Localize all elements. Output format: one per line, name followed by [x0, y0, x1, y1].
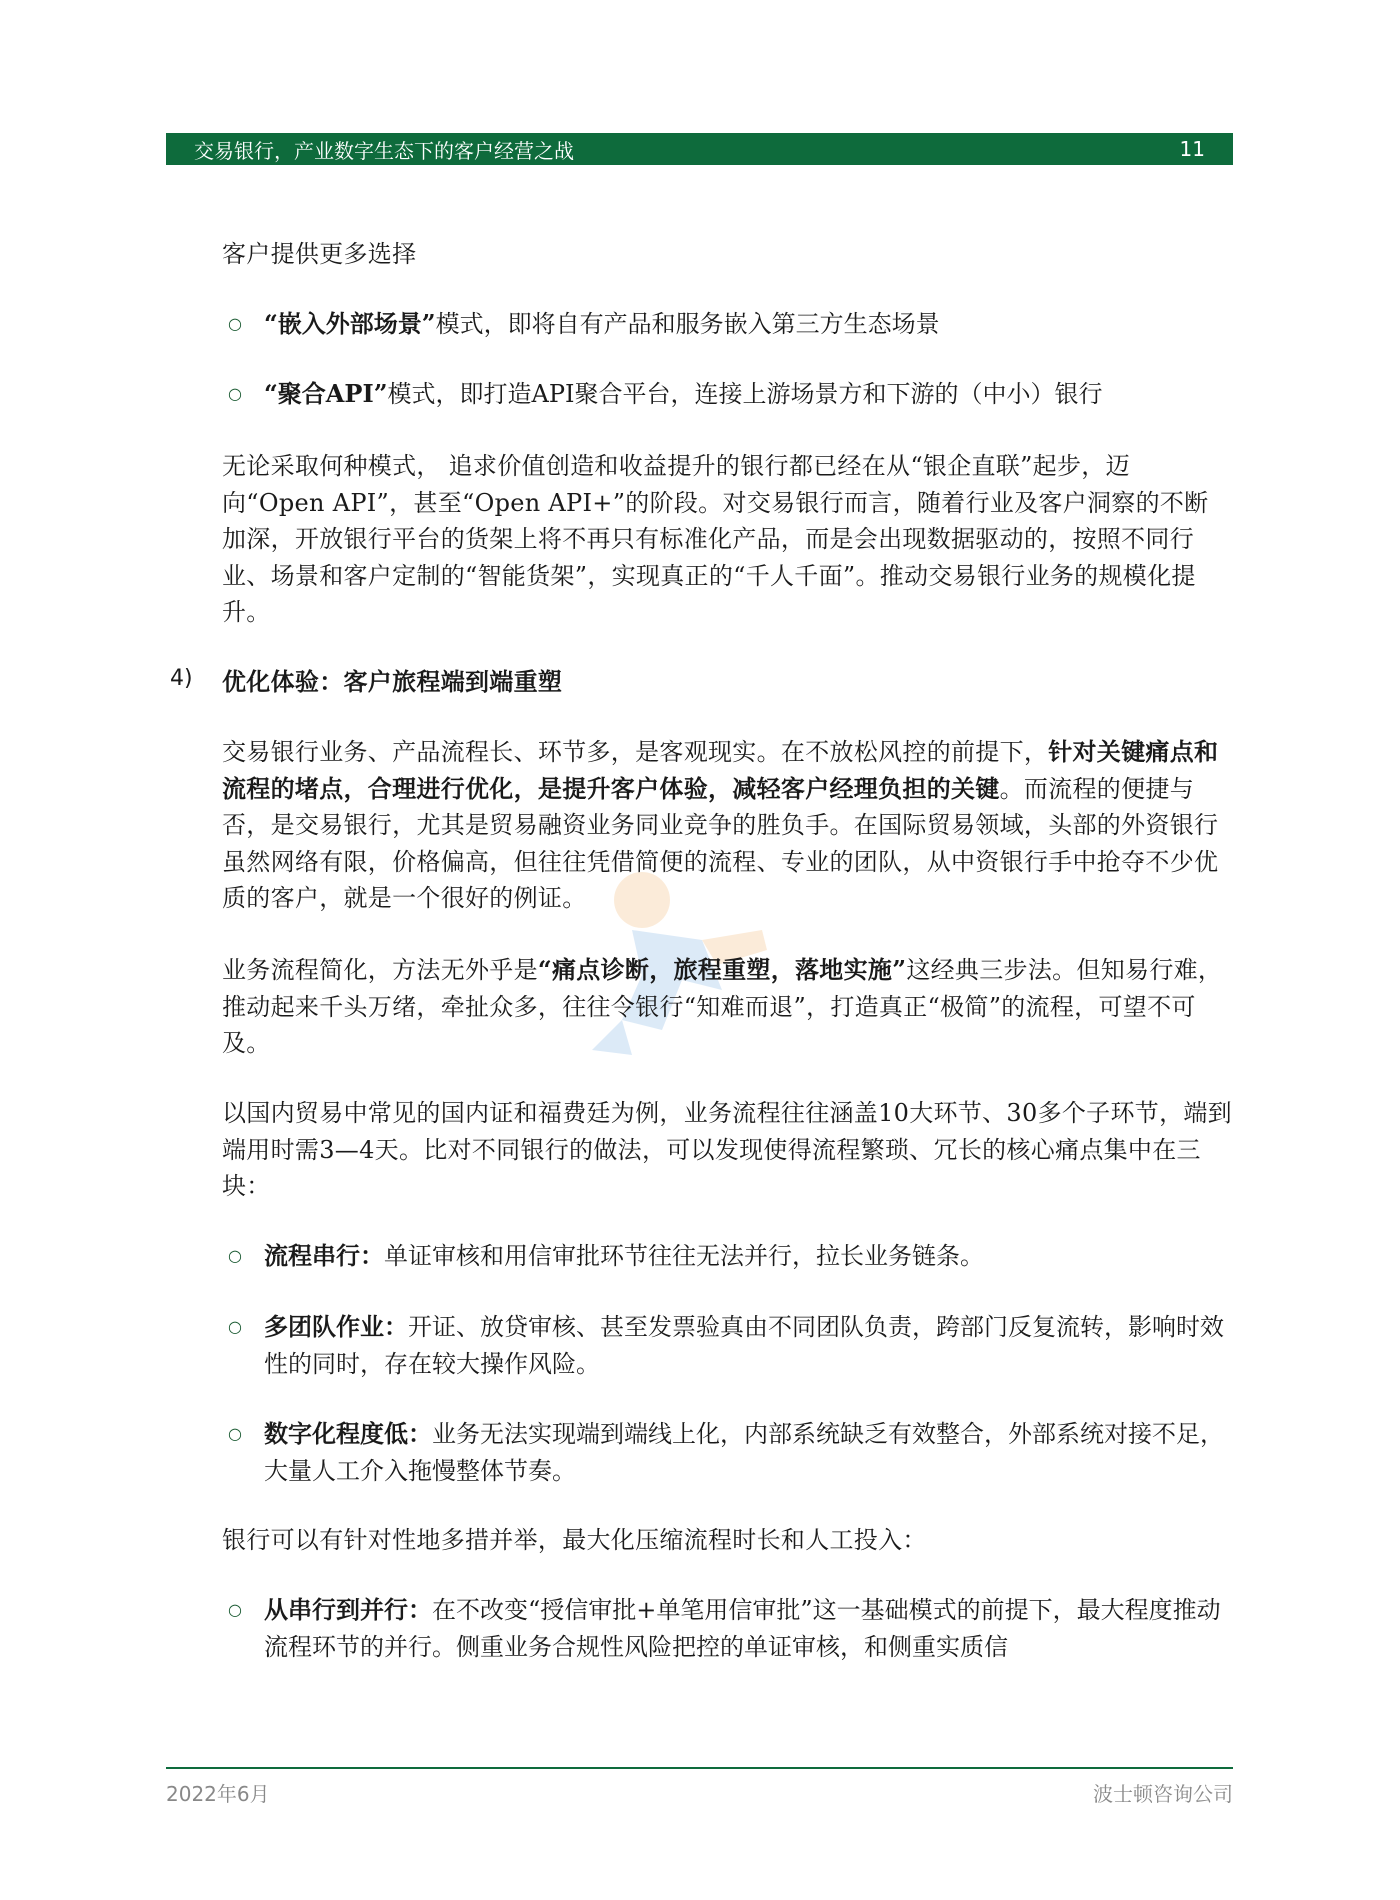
pain-point-text: 单证审核和用信审批环节往往无法并行，拉长业务链条。 [384, 1242, 984, 1270]
intro-continuation: 客户提供更多选择 [222, 240, 417, 268]
footer-divider [166, 1767, 1233, 1769]
bullet-circle-icon: ○ [228, 1600, 242, 1619]
text-span: 这经典三步法。但知易行难，推动起来千头万绪，牵扯众多，往往令银行“知难而退”，打造真正“极简”的流程，可望不可及。 [222, 956, 1223, 1057]
measure-text: 在不改变“授信审批+单笔用信审批”这一基础模式的前提下，最大程度推动流程环节的并行。侧重业务合规性风险把控的单证审核，和侧重实质信 [264, 1596, 1221, 1661]
header-title: 交易银行，产业数字生态下的客户经营之战 [194, 138, 574, 163]
bullet-circle-icon: ○ [228, 1317, 242, 1336]
emphasis-text: “痛点诊断，旅程重塑，落地实施” [537, 955, 907, 984]
pain-point-item [228, 1309, 1232, 1382]
bullet-circle-icon: ○ [228, 1424, 242, 1443]
text-span: 业务流程简化，方法无外乎是 [222, 956, 538, 984]
measure-item [228, 1592, 1232, 1665]
footer-company: 波士顿咨询公司 [1093, 1782, 1233, 1806]
text-span: 交易银行业务、产品流程长、环节多，是客观现实。在不放松风控的前提下， [222, 738, 1049, 766]
para-example: 以国内贸易中常见的国内证和福费廷为例，业务流程往往涵盖10大环节、30多个子环节，端到端用时需3—4天。比对不同银行的做法，可以发现使得流程繁琐、冗长的核心痛点集中在三块： [222, 1099, 1232, 1200]
pain-point-title: 数字化程度低： [264, 1419, 432, 1448]
pain-point-text: 业务无法实现端到端线上化，内部系统缺乏有效整合，外部系统对接不足，大量人工介入拖慢整体节奏。 [264, 1420, 1224, 1485]
section-4-number: 4) [170, 666, 193, 691]
pain-point-text: 开证、放贷审核、甚至发票验真由不同团队负责，跨部门反复流转，影响时效性的同时，存在较大操作风险。 [264, 1313, 1224, 1378]
pain-point-title: 多团队作业： [264, 1312, 408, 1341]
mode-item [228, 306, 1232, 343]
pain-point-item [228, 1238, 1232, 1275]
mode-title: “聚合API” [264, 379, 388, 408]
mode-item [228, 376, 1252, 413]
emphasis-text: 针对关键痛点和流程的堵点，合理进行优化，是提升客户体验，减轻客户经理负担的关键 [222, 737, 1219, 803]
para-process [222, 734, 1232, 917]
mode-title: “嵌入外部场景” [264, 309, 436, 338]
pain-point-item [228, 1416, 1232, 1489]
measure-title: 从串行到并行： [264, 1595, 432, 1624]
bullet-circle-icon: ○ [228, 384, 242, 403]
footer-date: 2022年6月 [166, 1782, 270, 1806]
para-open-api: 无论采取何种模式， 追求价值创造和收益提升的银行都已经在从“银企直联”起步，迈向“Open API”，甚至“Open API+”的阶段。对交易银行而言，随着行业及客户洞察的不断加深，开放银行平台的货架上将不再只有标准化产品，而是会出现数据驱动的，按照不同行业、场景和客户定制的“智能货架”，实现真正的“千人千面”。推动交易银行业务的规模化提升。 [222, 452, 1209, 626]
para-three-steps [222, 952, 1232, 1062]
page-header [166, 133, 1233, 165]
mode-text: 模式，即打造API聚合平台，连接上游场景方和下游的（中小）银行 [387, 380, 1103, 408]
pain-point-title: 流程串行： [264, 1241, 384, 1270]
text-span: 。而流程的便捷与否，是交易银行，尤其是贸易融资业务同业竞争的胜负手。在国际贸易领域，头部的外资银行虽然网络有限，价格偏高，但往往凭借简便的流程、专业的团队，从中资银行手中抢夺不少优质的客户，就是一个很好的例证。 [222, 774, 1219, 912]
bullet-circle-icon: ○ [228, 314, 242, 333]
bullet-circle-icon: ○ [228, 1246, 242, 1265]
para-measures: 银行可以有针对性地多措并举，最大化压缩流程时长和人工投入： [222, 1526, 927, 1554]
page-number: 11 [1179, 137, 1205, 161]
section-4-title: 优化体验：客户旅程端到端重塑 [222, 667, 563, 696]
mode-text: 模式，即将自有产品和服务嵌入第三方生态场景 [435, 310, 940, 338]
